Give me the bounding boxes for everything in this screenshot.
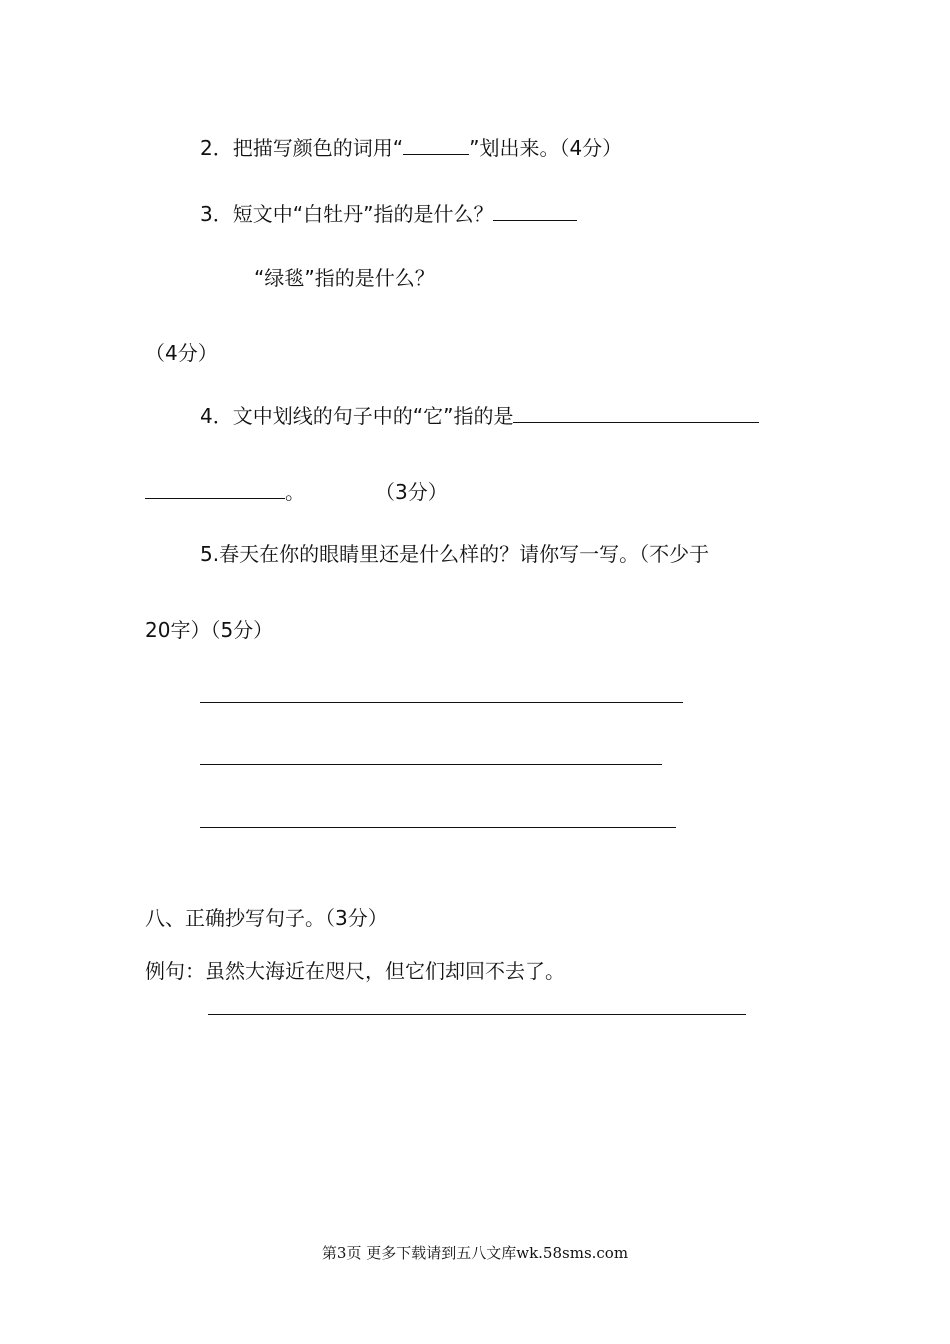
section-8-title [145, 904, 388, 932]
question-3-answer-blank-1[interactable] [493, 200, 577, 221]
question-4-answer-blank-2[interactable] [145, 478, 285, 499]
question-2-answer-blank[interactable] [403, 134, 469, 155]
question-5-answer-line-3[interactable] [200, 827, 676, 828]
question-4-line-1 [200, 402, 759, 430]
question-5-line-1 [200, 540, 709, 568]
section-8-example [145, 957, 565, 985]
section-8-example-text: 例句：虽然大海近在咫尺，但它们却回不去了。 [145, 959, 565, 983]
question-3-score [145, 339, 218, 367]
question-2-text-before: 2．把描写颜色的词用“ [200, 136, 404, 160]
question-5-answer-line-2[interactable] [200, 764, 662, 765]
section-8-title-text: 八、正确抄写句子。（3分） [145, 906, 388, 930]
question-2-text-after: ”划出来。（4分） [469, 136, 623, 160]
question-4-text: 4．文中划线的句子中的“它”指的是 [200, 404, 514, 428]
question-5-line-2 [145, 616, 273, 644]
question-5-text: 5.春天在你的眼睛里还是什么样的？请你写一写。（不少于 [200, 542, 710, 566]
question-5-text-2: 20字）（5分） [145, 618, 274, 642]
question-4-line-2 [145, 478, 448, 506]
question-4-period: 。 [285, 480, 305, 504]
question-4-answer-blank-1[interactable] [513, 402, 759, 423]
question-2 [200, 134, 622, 162]
section-8-answer-line[interactable] [208, 1014, 746, 1015]
question-3-line-1 [200, 200, 577, 228]
question-3-text: 3．短文中“白牡丹”指的是什么？ [200, 202, 494, 226]
page-footer: 第3页 更多下载请到五八文库wk.58sms.com [321, 1244, 629, 1262]
question-4-score: （3分） [385, 480, 448, 504]
question-3-line-2 [254, 264, 435, 292]
question-3-text-2: “绿毯”指的是什么？ [254, 266, 435, 290]
question-3-score-text: （4分） [145, 341, 218, 365]
question-5-answer-line-1[interactable] [200, 702, 683, 703]
